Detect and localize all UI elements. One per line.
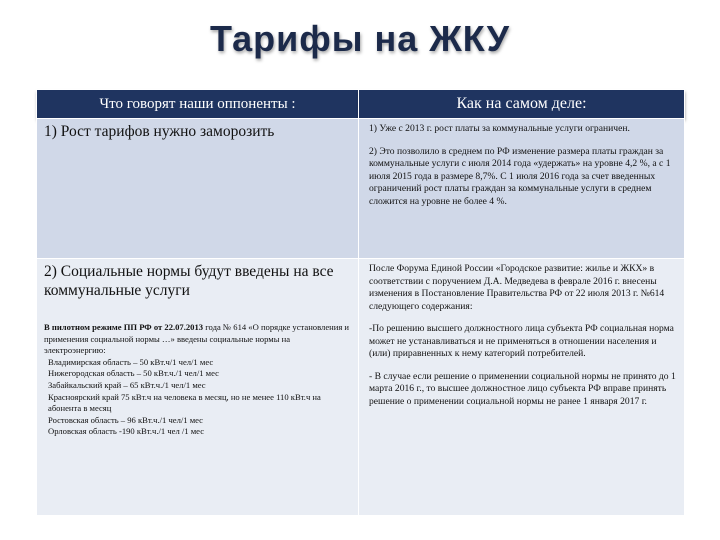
pilot-regime-text [44,322,352,438]
row2-fact-1: После Форума Единой России «Городское развитие: жилье и ЖКХ» в соответствии с поручением Д.А. Медведева в феврале 2016 г. внесены изменения в Постановление Правительства РФ от 22 июля 2013 г. №614 следующего содержания: [369,263,665,312]
row1-fact-2: 2) Это позволило в среднем по РФ изменение размера платы граждан за коммунальные услуги с июля 2014 года «удержать» на уровне 4,2 %, а с 1 июля 2015 года в размере 8,7%. С 1 июля 2016 года за счет введенных ограничений рост платы граждан за коммунальные услуги в среднем сложится на уровне не более 4 %. [369,145,671,207]
list-item: Красноярский край 75 кВт.ч на человека в месяц, но не менее 110 кВт.ч на абонента в месяц [48,391,321,414]
row2-left-cell [37,259,359,516]
pilot-decree-rest: года № 614 «О порядке установления и применения социальной нормы …» введены социальные нормы на электроэнергию: [44,322,350,356]
row1-right-cell [359,119,685,259]
row2-fact-2: -По решению высшего должностного лица субъекта РФ социальная норма может не устанавливаться и не применяться в отношении населения и (или) приравненных к нему категорий потребителей. [369,323,674,359]
pilot-decree-bold: В пилотном режиме ПП РФ от 22.07.2013 [44,322,204,332]
table-row [37,119,685,259]
row2-right-cell [359,259,685,516]
header-reality: Как на самом деле: [359,90,685,119]
row2-fact-3: - В случае если решение о применении социальной нормы не принято до 1 марта 2016 г., то высшее должностное лицо субъекта РФ вправе принять решение о применении социальной нормы не ранее 1 января 2017 г. [369,370,676,407]
table-header-row [37,90,685,119]
list-item: Ростовская область – 96 кВт.ч./1 чел/1 мес [48,414,204,425]
list-item: Забайкальский край – 65 кВт.ч./1 чел/1 мес [48,379,206,390]
comparison-table [36,89,685,516]
row1-left-cell [37,119,359,259]
header-opponents: Что говорят наши оппоненты : [37,90,359,119]
list-item: Нижегородская область – 50 кВт.ч./1 чел/1 мес [48,368,219,379]
page-title: Тарифы на ЖКУ [209,18,511,59]
row1-fact-1: 1) Уже с 2013 г. рост платы за коммунальные услуги ограничен. [369,123,630,134]
list-item: Владимирская область – 50 кВт.ч/1 чел/1 мес [48,356,214,367]
list-item: Орловская область -190 кВт.ч./1 чел /1 мес [48,426,205,437]
row2-claim: 2) Социальные нормы будут введены на все коммунальные услуги [44,263,334,299]
row1-claim: 1) Рост тарифов нужно заморозить [44,123,275,140]
table-row [37,259,685,516]
